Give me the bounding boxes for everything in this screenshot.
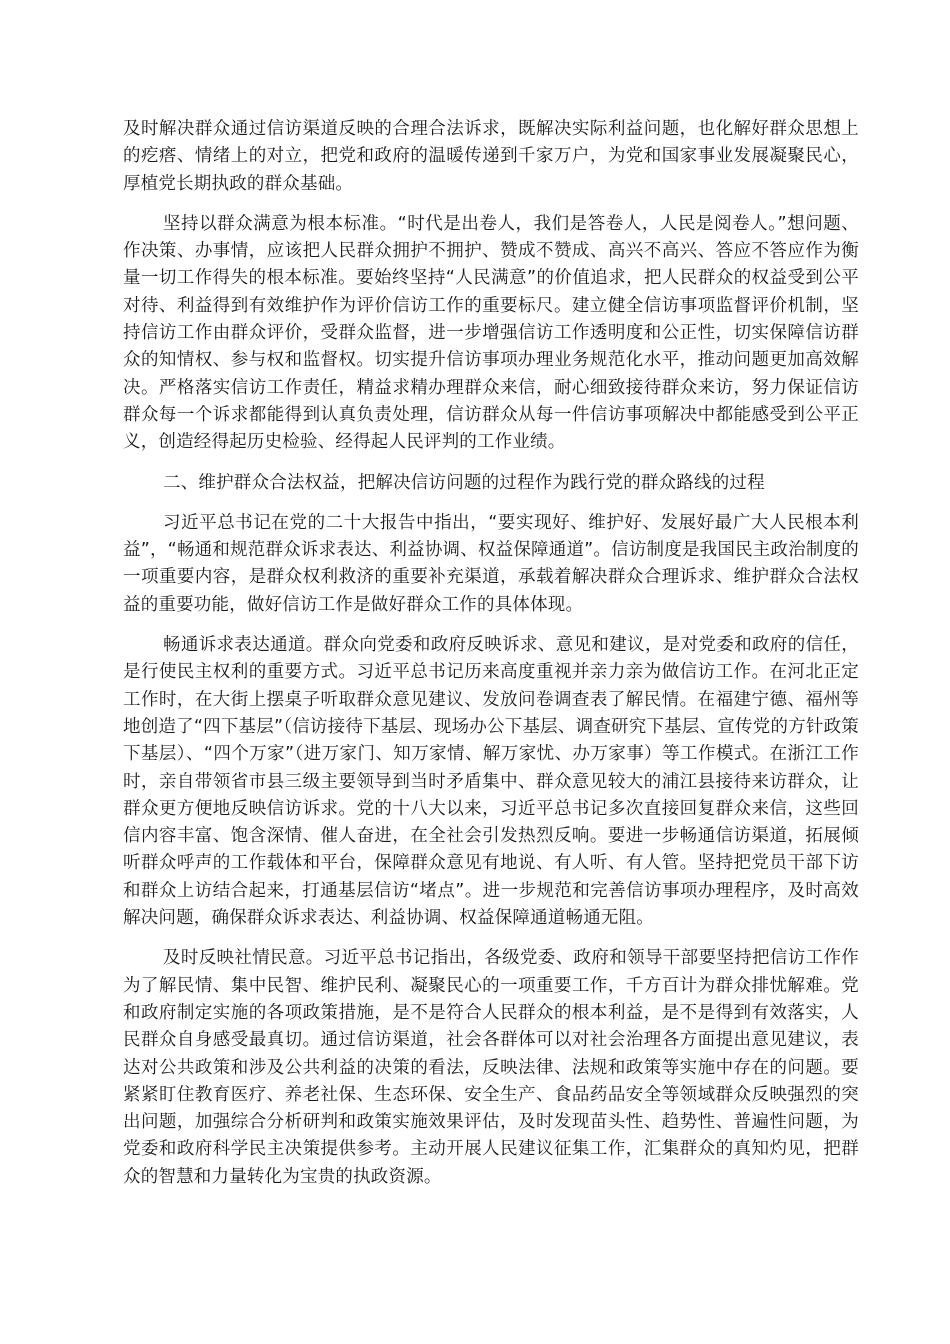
paragraph-twentieth-congress: 习近平总书记在党的二十大报告中指出，“要实现好、维护好、发展好最广大人民根本利益”，“畅通和规范群众诉求表达、利益协调、权益保障通道”。信访制度是我国民主政治制度的一项重要内容，是群众权利救济的重要补充渠道，承载着解决群众合理诉求、维护群众合法权益的重要功能，做好信访工作是做好群众工作的具体体现。 <box>123 512 859 615</box>
document-body <box>123 116 859 1204</box>
paragraph-people-satisfaction: 坚持以群众满意为根本标准。“时代是出卷人，我们是答卷人，人民是阅卷人。”想问题、作决策、办事情，应该把人民群众拥护不拥护、赞成不赞成、高兴不高兴、答应不答应作为衡量一切工作得失的根本标准。要始终坚持“人民满意”的价值追求，把人民群众的权益受到公平对待、利益得到有效维护作为评价信访工作的重要标尺。建立健全信访事项监督评价机制，坚持信访工作由群众评价，受群众监督，进一步增强信访工作透明度和公正性，切实保障信访群众的知情权、参与权和监督权。切实提升信访事项办理业务规范化水平，推动问题更加高效解决。严格落实信访工作责任，精益求精办理群众来信，耐心细致接待群众来访，努力保证信访群众每一个诉求都能得到认真负责处理，信访群众从每一件信访事项解决中都能感受到公平正义，创造经得起历史检验、经得起人民评判的工作业绩。 <box>123 213 859 453</box>
paragraph-appeal-channels: 畅通诉求表达通道。群众向党委和政府反映诉求、意见和建议，是对党委和政府的信任，是行使民主权利的重要方式。习近平总书记历来高度重视并亲力亲为做信访工作。在河北正定工作时，在大街上摆桌子听取群众意见建议、发放问卷调查表了解民情。在福建宁德、福州等地创造了“四下基层”（信访接待下基层、现场办公下基层、调查研究下基层、宣传党的方针政策下基层）、“四个万家”（进万家门、知万家情、解万家忧、办万家事）等工作模式。在浙江工作时，亲自带领省市县三级主要领导到当时矛盾集中、群众意见较大的浦江县接待来访群众，让群众更方便地反映信访诉求。党的十八大以来，习近平总书记多次直接回复群众来信，这些回信内容丰富、饱含深情、催人奋进，在全社会引发热烈反响。要进一步畅通信访渠道，拓展倾听群众呼声的工作载体和平台，保障群众意见有地说、有人听、有人管。坚持把党员干部下访和群众上访结合起来，打通基层信访“堵点”。进一步规范和完善信访事项办理程序，及时高效解决问题，确保群众诉求表达、利益协调、权益保障通道畅通无阻。 <box>123 635 859 929</box>
section-heading: 二、维护群众合法权益，把解决信访问题的过程作为践行党的群众路线的过程 <box>163 472 765 493</box>
paragraph-public-opinion: 及时反映社情民意。习近平总书记指出，各级党委、政府和领导干部要坚持把信访工作作为了解民情、集中民智、维护民利、凝聚民心的一项重要工作，千方百计为群众排忧解难。党和政府制定实施的各项政策措施，是不是符合人民群众的根本利益，是不是得到有效落实，人民群众自身感受最真切。通过信访渠道，社会各群体可以对社会治理各方面提出意见建议，表达对公共政策和涉及公共利益的决策的看法，反映法律、法规和政策等实施中存在的问题。要紧紧盯住教育医疗、养老社保、生态环保、安全生产、食品药品安全等领域群众反映强烈的突出问题，加强综合分析研判和政策实施效果评估，及时发现苗头性、趋势性、普遍性问题，为党委和政府科学民主决策提供参考。主动开展人民建议征集工作，汇集群众的真知灼见，把群众的智慧和力量转化为宝贵的执政资源。 <box>123 948 859 1187</box>
paragraph-continuation: 及时解决群众通过信访渠道反映的合理合法诉求，既解决实际利益问题，也化解好群众思想上的疙瘩、情绪上的对立，把党和政府的温暖传递到千家万户，为党和国家事业发展凝聚民心，厚植党长期执政的群众基础。 <box>123 119 859 194</box>
